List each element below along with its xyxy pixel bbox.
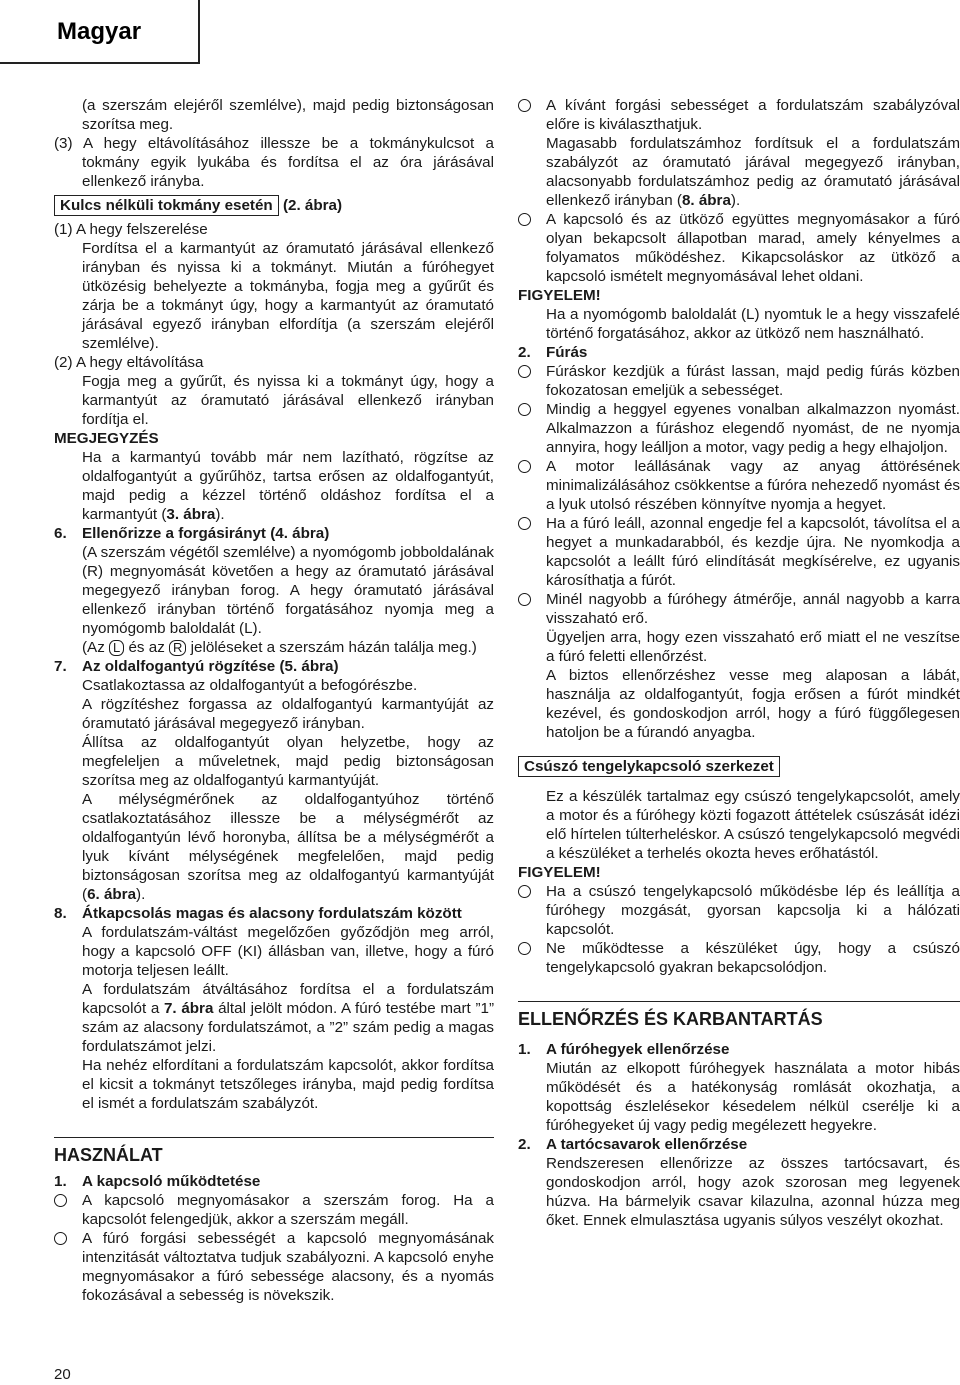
maintenance-2-number: 2.: [518, 1136, 531, 1153]
section-6-marks: (Az L és az R jelöléseket a szerszám házán találja meg.): [82, 639, 477, 656]
section-8: [54, 904, 494, 1113]
circle-bullet-icon: [518, 365, 531, 378]
section-7-title: Az oldalfogantyú rögzítése (5. ábra): [82, 658, 339, 675]
slip-clutch-heading: [518, 756, 960, 777]
keyless-step-1-title: (1) A hegy felszerelése: [54, 221, 208, 238]
r-mark-icon: R: [169, 640, 186, 656]
maintenance-1-body: Miután az elkopott fúróhegyek használata a motor hibás működését és a hatékonyság romlását okozhatja, a kopottság észlelésekor késedelem nélkül cserélje ki a fúróhegyeket új vagy pedig megélezett hegyekre.: [546, 1060, 960, 1134]
usage-heading: HASZNÁLAT: [54, 1137, 494, 1166]
section-7-p2: A rögzítéshez forgassa az oldalfogantyú karmantyúját az óramutató járásával megegyező irányban.: [82, 696, 494, 732]
maintenance-2-title: A tartócsavarok ellenőrzése: [546, 1136, 748, 1153]
language-tab: [0, 0, 200, 64]
note-body: Ha a karmantyú tovább már nem lazítható, rögzítse az oldalfogantyút a gyűrűhöz, tartsa erősen az oldalfogantyút, majd pedig a kézzel történő oldáshoz fordítsa el a karmantyút (3. ábra).: [82, 449, 494, 523]
circle-bullet-icon: [518, 942, 531, 955]
section-7-p1: Csatlakoztassa az oldalfogantyút a befogórészbe.: [82, 677, 418, 694]
section-8-number: 8.: [54, 905, 67, 922]
maintenance-1: [518, 1040, 960, 1135]
speed-bullet-detail: Magasabb fordulatszámhoz fordítsuk el a fordulatszám szabályzót az óramutató járával megegyező irányban, alacsonyabb fordulatszámhoz pedig az óramutató járásával ellenkező irányban (8. ábra).: [546, 135, 960, 209]
circle-bullet-icon: [518, 213, 531, 226]
caution-1-body: Ha a nyomógomb baloldalát (L) nyomtuk le a hegy visszafelé történő forgatásához, akkor az ütköző nem használható.: [546, 306, 960, 342]
language-label: Magyar: [57, 18, 142, 45]
usage-1-bullet-1: A kapcsoló megnyomásakor a szerszám forog. Ha a kapcsolót felengedjük, akkor a szerszám megáll.: [54, 1191, 494, 1229]
slip-clutch-body: Ez a készülék tartalmaz egy csúszó tengelykapcsolót, amely a motor és a fúróhegy közti fogazott áttételek csúszását idézi elő hírtelen túlterheléskor. A csúszó tengelykapcsoló megvédi a készüléket a terhelés okozta heves erőhatástól.: [546, 788, 960, 862]
page-number: 20: [54, 1366, 71, 1383]
speed-bullet: A kívánt forgási sebességet a fordulatszám szabályzóval előre is kiválaszthatjuk. Magasabb fordulatszámhoz fordítsuk el a fordulatszám szabályzót az óramutató járával megegyező irányban, alacsonyabb fordulatszámhoz pedig az óramutató járásával ellenkező irányban (8. ábra).: [518, 96, 960, 210]
maintenance-1-title: A fúróhegyek ellenőrzése: [546, 1041, 730, 1058]
caution-2-bullet-2: Ne működtesse a készüléket úgy, hogy a csúszó tengelykapcsoló gyakran bekapcsolódjon.: [518, 939, 960, 977]
circle-bullet-icon: [518, 517, 531, 530]
left-column: [54, 96, 494, 1305]
usage-1-bullet-2: A fúró forgási sebességét a kapcsoló megnyomásának intenzitását változtatva tudjuk szabályozni. A kapcsoló enyhe megnyomásakor a fúró sebessége alacsony, és a nyomás fokozásával a sebesség is növekszik.: [54, 1229, 494, 1305]
section-8-p1: A fordulatszám-váltást megelőzően győződjön meg arról, hogy a kapcsoló OFF (KI) állásban van, illetve, hogy a fúró motorja teljesen leállt.: [82, 924, 494, 979]
section-7-p4: A mélységmérőnek az oldalfogantyúhoz történő csatlakoztatásához illessze be a mélységmérőt az oldalfogantyún lévő horonyba, állítsa be a mélységmérőt a lyuk kívánt mélységének megfelelően, majd pedig biztonságosan szorítsa meg az oldalfogantyú karmantyúját (6. ábra).: [82, 791, 494, 903]
maintenance-2-body: Rendszeresen ellenőrizze az összes tartócsavart, és gondoskodjon arról, hogy azok szorosan meg legyenek húzva. Ha bármelyik csavar kilazulna, azonnal húzza meg őket. Ennek elmulasztása ugyanis súlyos veszélyt okozhat.: [546, 1155, 960, 1229]
section-7-p3: Állítsa az oldalfogantyút olyan helyzetbe, hogy az megfeleljen a műveletnek, majd pedig biztonságosan szorítsa meg az oldalfogantyú karmantyúját.: [82, 734, 494, 789]
circle-bullet-icon: [518, 460, 531, 473]
caution-2-bullet-1: Ha a csúszó tengelykapcsoló működésbe lép és leállítja a fúróhegy mozgását, gyorsan kapcsolja ki a hálózati kapcsolót.: [518, 882, 960, 939]
section-8-title: Átkapcsolás magas és alacsony fordulatszám között: [82, 905, 462, 922]
slip-clutch-label: Csúszó tengelykapcsoló szerkezet: [518, 756, 780, 777]
section-7: [54, 657, 494, 904]
keyless-step-2-title: (2) A hegy eltávolítása: [54, 354, 204, 371]
section-6-body: (A szerszám végétől szemlélve) a nyomógomb jobboldalának (R) megnyomását követően a hegy az óramutató járásával megegyező irányban forog. A hegy óramutató járásával ellenkező irányban történő forgatásához nyomja meg a nyomógomb baloldalát (L).: [82, 544, 494, 637]
maintenance-1-number: 1.: [518, 1041, 531, 1058]
section-7-number: 7.: [54, 658, 67, 675]
caution-2-title: FIGYELEM!: [518, 864, 601, 881]
drilling-bullet-4: Ha a fúró leáll, azonnal engedje fel a kapcsolót, távolítsa el a hegyet a munkadarabból, és kezdje újra. Ne nyomkodja a kapcsolót a leállt fúró elindítását megkísérelve, ez ugyanis károsíthatja a fúrót.: [518, 514, 960, 590]
usage-1-number: 1.: [54, 1173, 67, 1190]
circle-bullet-icon: [54, 1232, 67, 1245]
keyless-chuck-heading: [54, 195, 494, 216]
paragraph-step-3: (3) A hegy eltávolításához illessze be a tokmánykulcsot a tokmány egyik lyukába és fordítsa el az óra járásával ellenkező irányba.: [54, 135, 494, 190]
l-mark-icon: L: [109, 640, 124, 656]
drilling-title: Fúrás: [546, 344, 588, 361]
caution-1-title: FIGYELEM!: [518, 287, 601, 304]
keyless-chuck-label: Kulcs nélküli tokmány esetén: [54, 195, 279, 216]
drilling-bullet-5: Minél nagyobb a fúróhegy átmérője, annál nagyobb a karra visszaható erő. Ügyeljen arra, hogy ezen visszaható erő miatt el ne veszítse a fúró feletti ellenőrzést. A biztos ellenőrzéshez vesse meg alaposan a lábát, használja az oldalfogantyút, fogja erősen a fúrót mindkét kezével, és gondoskodjon arról, hogy a fúró függőlegesen hatoljon be a fúrandó anyagba.: [518, 590, 960, 742]
drilling-number: 2.: [518, 344, 531, 361]
circle-bullet-icon: [54, 1194, 67, 1207]
section-6-number: 6.: [54, 525, 67, 542]
section-8-p3: Ha nehéz elfordítani a fordulatszám kapcsolót, akkor fordítsa el kicsit a tokmányt tetszőleges irányba, majd pedig fordítsa el ismét a fordulatszám szabályzót.: [82, 1057, 494, 1112]
drilling-section: [518, 343, 960, 362]
section-8-p2: A fordulatszám átváltásához fordítsa el a fordulatszám kapcsolót a 7. ábra által jelölt módon. A fúró testébe mart ”1” szám az alacsony fordulatszámot, a ”2” szám pedig a magas fordulatszámot jelzi.: [82, 981, 495, 1055]
maintenance-heading: ELLENŐRZÉS ÉS KARBANTARTÁS: [518, 1001, 960, 1030]
drilling-bullet-2: Mindig a heggyel egyenes vonalban alkalmazzon nyomást. Alkalmazzon a fúráshoz elegendő nyomást, de ne nyomja annyira, hogy leálljon a motor, vagy pedig a hegy elhajoljon.: [518, 400, 960, 457]
circle-bullet-icon: [518, 99, 531, 112]
section-6: [54, 524, 494, 657]
right-column: [518, 96, 960, 1230]
usage-1: [54, 1172, 494, 1191]
maintenance-2: [518, 1135, 960, 1230]
paragraph-intro: (a szerszám elejéről szemlélve), majd pedig biztonságosan szorítsa meg.: [82, 97, 494, 133]
circle-bullet-icon: [518, 593, 531, 606]
drilling-bullet-1: Fúráskor kezdjük a fúrást lassan, majd pedig fúrás közben fokozatosan emeljük a sebességet.: [518, 362, 960, 400]
circle-bullet-icon: [518, 403, 531, 416]
keyless-step-1-body: Fordítsa el a karmantyút az óramutató járásával ellenkező irányban és nyissa ki a tokmányt. Miután a fúróhegyet ütközésig behelyezte a tokmányba, fogja meg a gyűrűt és zárja be a tokmányt úgy, hogy a karmantyút az óramutató járásával egyező irányban elfordítja (a szerszám elejéről szemlélve).: [82, 240, 494, 352]
section-6-title: Ellenőrizze a forgásirányt (4. ábra): [82, 525, 330, 542]
note-title: MEGJEGYZÉS: [54, 430, 159, 447]
keyless-step-2-body: Fogja meg a gyűrűt, és nyissa ki a tokmányt úgy, hogy a karmantyút az óramutató járásával ellenkező irányban fordítja el.: [82, 373, 494, 428]
circle-bullet-icon: [518, 885, 531, 898]
drilling-bullet-3: A motor leállásának vagy az anyag áttörésének minimalizálásához csökkentse a fúróra nehezedő nyomást és a lyuk utolsó részében könnyítve nyomja a hegyet.: [518, 457, 960, 514]
usage-1-title: A kapcsoló működtetése: [82, 1173, 261, 1190]
keyless-chuck-figure-ref: (2. ábra): [282, 197, 343, 214]
stopper-bullet: A kapcsoló és az ütköző együttes megnyomásakor a fúró olyan bekapcsolt állapotban marad, amely kényelmes a folyamatos működéshez. Kikapcsoláskor az ütköző a kapcsoló ismételt megnyomásával lehet oldani.: [518, 210, 960, 286]
